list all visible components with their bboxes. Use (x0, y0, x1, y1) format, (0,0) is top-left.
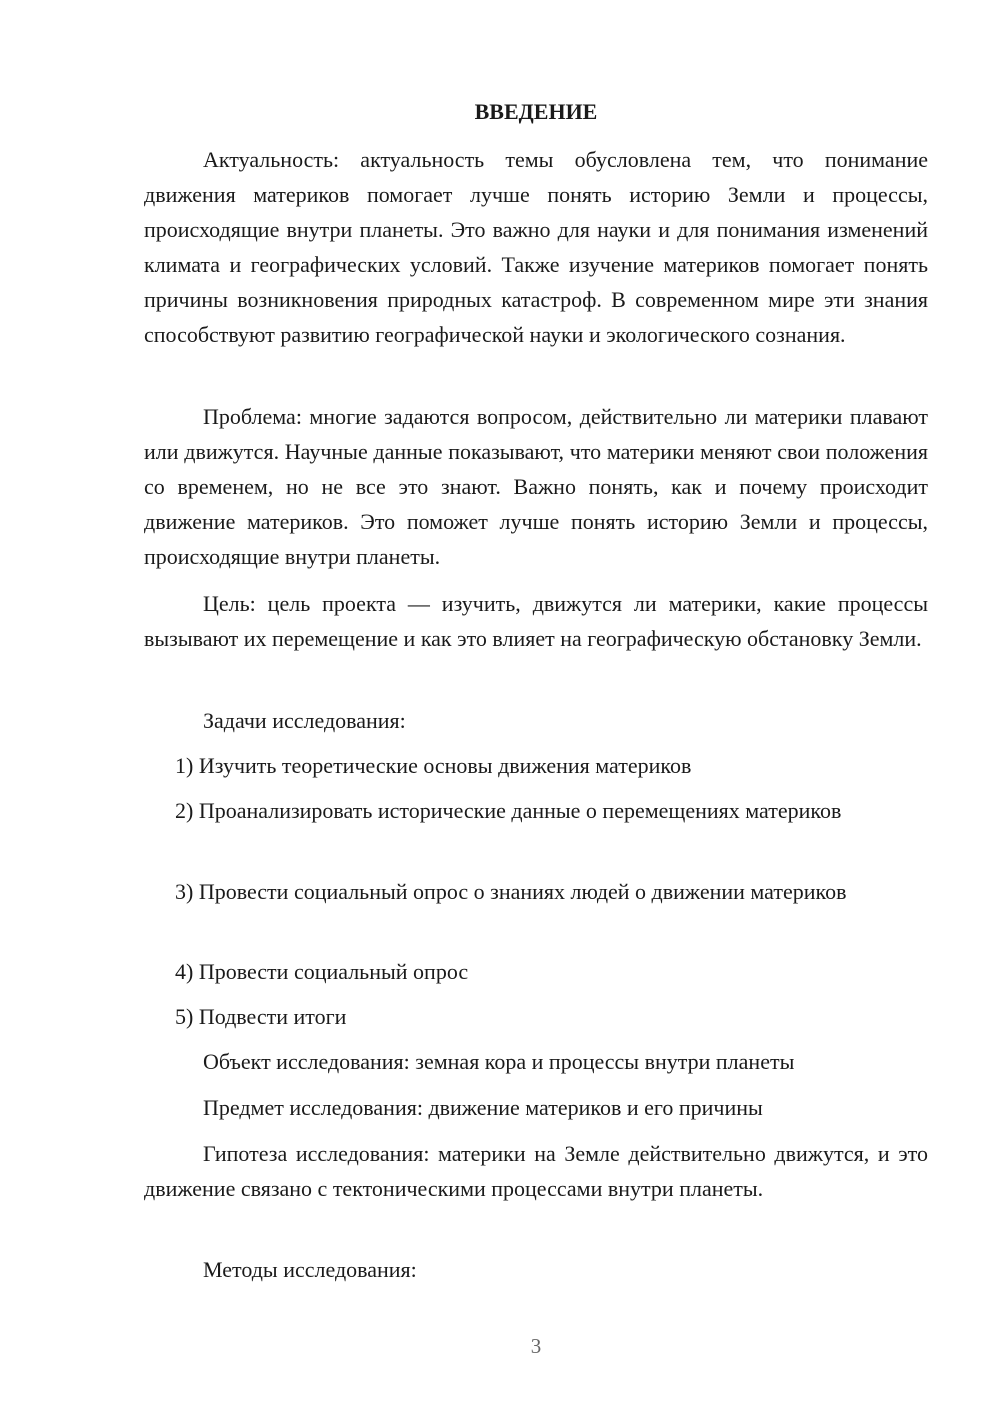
page-number: 3 (530, 1334, 542, 1358)
task-item: 2) Проанализировать исторические данные о перемещениях материков (175, 798, 842, 823)
task-item: 1) Изучить теоретические основы движения материков (175, 753, 692, 778)
task-item: 4) Провести социальный опрос (175, 959, 469, 984)
task-item: 5) Подвести итоги (175, 1004, 347, 1029)
research-hypothesis: Гипотеза исследования: материки на Земле действительно движутся, и это движение связано с тектоническими процессами внутри планеты. (144, 1141, 928, 1201)
task-item: 3) Провести социальный опрос о знаниях людей о движении материков (175, 879, 847, 904)
section-heading: ВВЕДЕНИЕ (474, 99, 598, 124)
methods-heading: Методы исследования: (203, 1257, 417, 1282)
paragraph-problem: Проблема: многие задаются вопросом, действительно ли материки плавают или движутся. Научные данные показывают, что материки меняют свои положения со временем, но не все это знают. Важно понять, как и почему происходит движение материков. Это поможет лучше понять историю Земли и процессы, происходящие внутри планеты. (144, 404, 928, 569)
paragraph-relevance: Актуальность: актуальность темы обусловлена тем, что понимание движения материков помогает лучше понять историю Земли и процессы, происходящие внутри планеты. Это важно для науки и для понимания изменений климата и географических условий. Также изучение материков помогает понять причины возникновения природных катастроф. В современном мире эти знания способствуют развитию географической науки и экологического сознания. (144, 147, 928, 347)
research-subject: Предмет исследования: движение материков и его причины (203, 1095, 763, 1120)
research-object: Объект исследования: земная кора и процессы внутри планеты (203, 1049, 795, 1074)
tasks-heading: Задачи исследования: (203, 708, 406, 733)
paragraph-goal: Цель: цель проекта — изучить, движутся ли материки, какие процессы вызывают их перемещение и как это влияет на географическую обстановку Земли. (144, 591, 928, 651)
